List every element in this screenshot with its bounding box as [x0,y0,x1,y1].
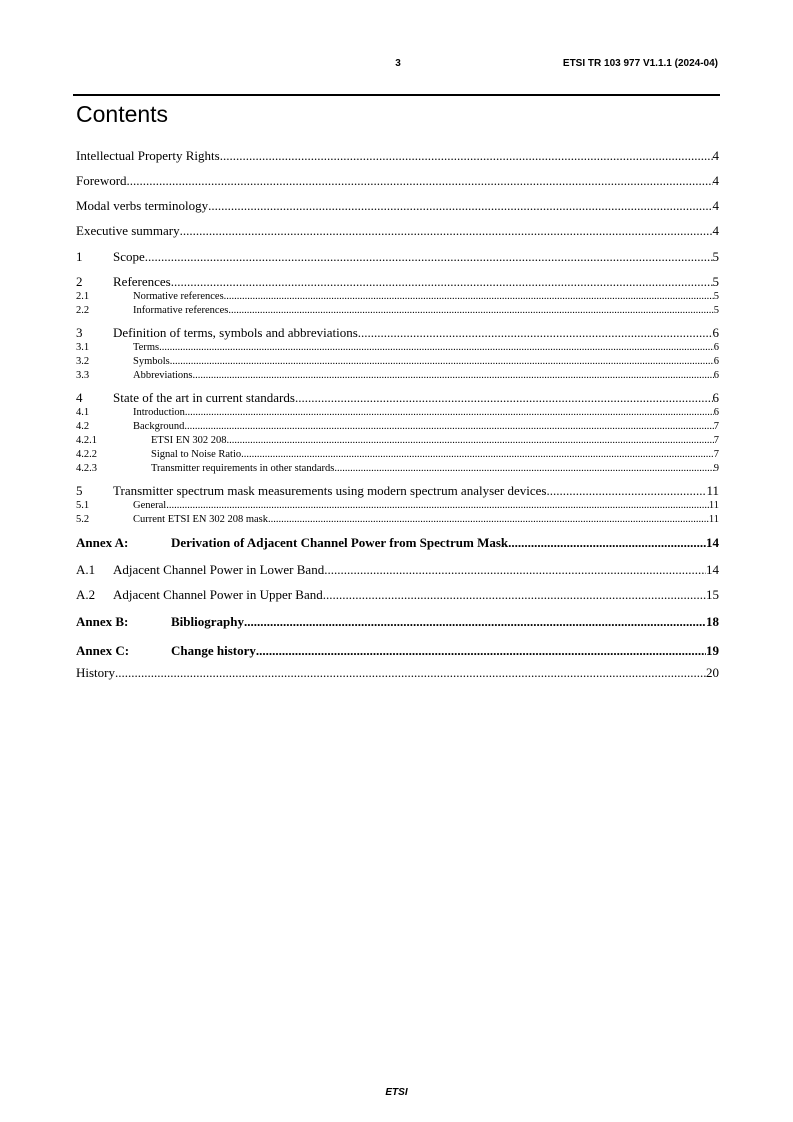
toc-section-number: 4.2.1 [76,435,97,446]
toc-page-number: 6 [712,325,719,340]
toc-entry-etsi-en-302-208[interactable] [76,434,719,448]
toc-page-number: 11 [708,500,719,511]
toc-page-number: 5 [712,249,719,264]
table-of-contents [76,147,719,684]
toc-page-number: 4 [712,223,719,238]
toc-entry-informative-references[interactable] [76,304,719,323]
toc-entry-annex-a1[interactable] [76,561,719,586]
toc-page-number: 7 [713,435,719,446]
toc-page-number: 4 [712,148,719,163]
toc-entry-background[interactable] [76,420,719,434]
toc-section-number: 5.2 [76,514,90,525]
toc-section-number: 4.2.3 [76,463,97,474]
dot-leader [185,406,714,420]
toc-page-number: 6 [713,356,719,367]
toc-page-number: 20 [706,665,719,680]
toc-entry-annex-c[interactable] [76,642,719,664]
dot-leader [546,482,706,499]
toc-page-number: 19 [706,643,719,658]
toc-page-number: 4 [712,173,719,188]
toc-entry-annex-a2[interactable] [76,586,719,611]
toc-section-number: 2 [76,274,83,289]
toc-page-number: 18 [706,614,719,629]
toc-section-number: 5.1 [76,500,90,511]
toc-page-number: 9 [713,463,719,474]
toc-entry-title: Background [133,421,185,432]
toc-entry-title: ETSI EN 302 208 [151,435,227,446]
dot-leader [220,147,713,165]
toc-entry-intellectual-property-rights[interactable] [76,147,719,172]
toc-page-number: 11 [708,514,719,525]
toc-entry-title: Informative references [133,305,229,316]
toc-page-number: 6 [713,342,719,353]
toc-entry-title: Bibliography [171,614,244,629]
toc-page-number: 14 [706,562,719,577]
toc-section-number: 2.2 [76,305,90,316]
toc-section-number: A.1 [76,562,96,577]
dot-leader [180,222,713,240]
toc-section-number: 3.3 [76,370,90,381]
toc-section-number: 2.1 [76,291,90,302]
toc-entry-references[interactable] [76,273,719,290]
toc-entry-current-mask[interactable] [76,513,719,532]
toc-entry-scope[interactable] [76,248,719,272]
toc-entry-executive-summary[interactable] [76,222,719,247]
toc-page-number: 5 [712,274,719,289]
toc-page-number: 7 [713,421,719,432]
toc-entry-title: Definition of terms, symbols and abbreviations [113,325,358,340]
toc-entry-title: Introduction [133,407,185,418]
toc-section-number: 4 [76,390,83,405]
dot-leader [268,513,709,527]
toc-entry-title: Modal verbs terminology [76,198,209,213]
toc-section-number: 3.1 [76,342,90,353]
toc-entry-annex-a[interactable] [76,534,719,561]
toc-entry-title: Intellectual Property Rights [76,148,220,163]
dot-leader [224,290,714,304]
toc-entry-foreword[interactable] [76,172,719,197]
toc-page-number: 6 [712,390,719,405]
toc-entry-title: Transmitter spectrum mask measurements using modern spectrum analyser devices [113,483,547,498]
toc-entry-title: Signal to Noise Ratio [151,449,242,460]
toc-section-number: 1 [76,249,83,264]
document-identifier: ETSI TR 103 977 V1.1.1 (2024-04) [562,58,718,69]
toc-entry-state-of-the-art[interactable] [76,389,719,406]
toc-entry-normative-references[interactable] [76,290,719,304]
dot-leader [171,273,713,290]
toc-page-number: 4 [712,198,719,213]
dot-leader [334,462,713,476]
toc-page-number: 11 [706,483,719,498]
dot-leader [184,420,713,434]
dot-leader [159,341,714,355]
dot-leader [145,248,713,265]
toc-entry-title: Terms [133,342,160,353]
toc-section-number: 4.1 [76,407,90,418]
toc-entry-title: Symbols [133,356,170,367]
toc-entry-modal-verbs[interactable] [76,197,719,222]
dot-leader [358,324,713,341]
toc-section-number: 3 [76,325,83,340]
dot-leader [228,304,713,318]
dot-leader [227,434,714,448]
toc-entry-title: Foreword [76,173,127,188]
dot-leader [241,448,714,462]
toc-page-number: 7 [713,449,719,460]
toc-entry-transmitter-spectrum-mask[interactable] [76,482,719,499]
toc-page-number: 15 [706,587,719,602]
dot-leader [127,172,713,190]
dot-leader [323,586,706,604]
toc-page-number: 5 [713,291,719,302]
footer-etsi: ETSI [385,1087,408,1098]
toc-entry-title: Adjacent Channel Power in Upper Band [113,587,323,602]
toc-entry-title: References [113,274,171,289]
toc-entry-signal-to-noise-ratio[interactable] [76,448,719,462]
dot-leader [208,197,712,215]
toc-entry-abbreviations[interactable] [76,369,719,388]
toc-entry-title: Change history [171,643,256,658]
header-rule [73,94,720,96]
toc-page-number: 6 [713,370,719,381]
toc-entry-title: Adjacent Channel Power in Lower Band [113,562,325,577]
toc-entry-transmitter-requirements[interactable] [76,462,719,481]
toc-entry-annex-b[interactable] [76,613,719,640]
toc-annex-label: Annex B: [76,614,129,629]
toc-entry-title: Executive summary [76,223,180,238]
toc-entry-definitions[interactable] [76,324,719,341]
dot-leader [256,642,706,660]
toc-entry-title: Normative references [133,291,224,302]
toc-entry-title: Derivation of Adjacent Channel Power from Spectrum Mask [171,535,509,550]
dot-leader [115,664,706,682]
toc-entry-title: History [76,665,115,680]
toc-entry-title: Abbreviations [133,370,193,381]
dot-leader [295,389,713,406]
toc-section-number: A.2 [76,587,96,602]
toc-annex-label: Annex C: [76,643,130,658]
toc-page-number: 5 [713,305,719,316]
dot-leader [166,499,709,513]
toc-section-number: 3.2 [76,356,90,367]
toc-section-number: 4.2 [76,421,90,432]
toc-entry-symbols[interactable] [76,355,719,369]
toc-page-number: 6 [713,407,719,418]
toc-entry-title: Transmitter requirements in other standards [151,463,335,474]
toc-entry-terms[interactable] [76,341,719,355]
toc-page-number: 14 [706,535,719,550]
toc-entry-title: General [133,500,167,511]
dot-leader [170,355,714,369]
dot-leader [244,613,706,631]
toc-annex-label: Annex A: [76,535,129,550]
toc-entry-introduction[interactable] [76,406,719,420]
dot-leader [508,534,706,552]
toc-entry-title: State of the art in current standards [113,390,295,405]
toc-entry-history[interactable] [76,664,719,684]
page-number: 3 [395,58,401,69]
contents-heading: Contents [76,101,169,127]
dot-leader [324,561,706,579]
toc-entry-general[interactable] [76,499,719,513]
toc-section-number: 4.2.2 [76,449,97,460]
toc-entry-title: Scope [113,249,145,264]
toc-entry-title: Current ETSI EN 302 208 mask [133,514,269,525]
toc-section-number: 5 [76,483,83,498]
dot-leader [193,369,714,383]
